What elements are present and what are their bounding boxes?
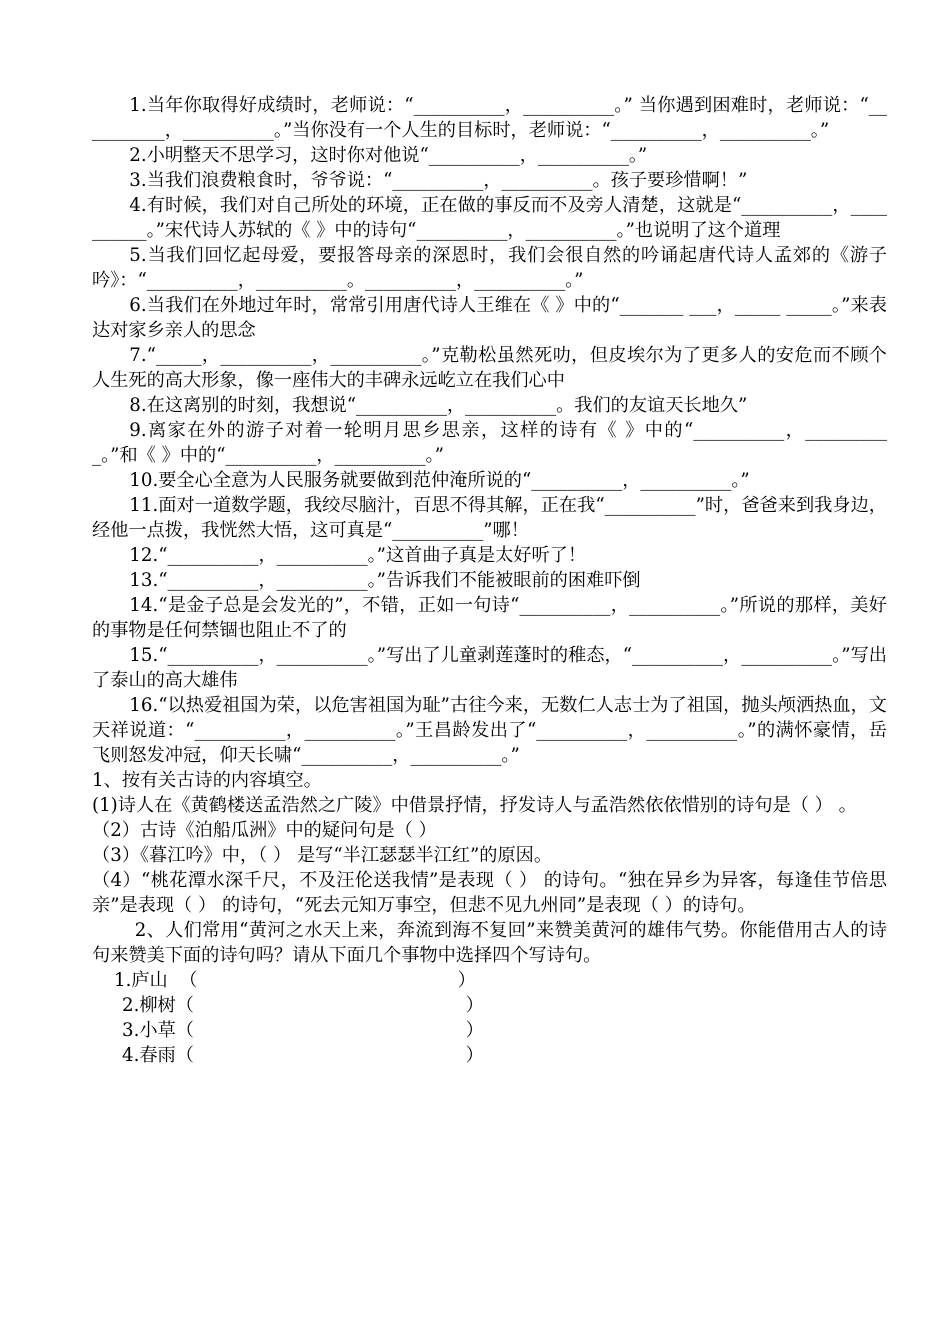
question-3: 3.当我们浪费粮食时，爷爷说：“__________，__________。孩子要珍惜啊！” bbox=[129, 170, 748, 191]
section-2-line-4: 4.春雨（ ） bbox=[122, 1045, 484, 1066]
question-2: 2.小明整天不思学习，这时你对他说“__________，__________。” bbox=[129, 145, 648, 166]
section-1-q4: （4）“桃花潭水深千尺，不及汪伦送我情”是表现（ ） 的诗句。“独在异乡为异客，每逢佳节倍思亲”是表现（ ） 的诗句，“死去元知万事空，但悲不见九州同”是表现（ ）的诗句。 bbox=[92, 870, 887, 916]
question-9: 9.离家在外的游子对着一轮明月思乡思亲，这样的诗有《 》中的“__________，__________。”和《 》中的“__________，__________。” bbox=[92, 420, 887, 466]
worksheet bbox=[92, 93, 887, 1068]
question-11: 11.面对一道数学题，我绞尽脑汁，百思不得其解，正在我“__________”时，爸爸来到我身边，经他一点拨，我恍然大悟，这可真是“__________”哪！ bbox=[92, 495, 887, 541]
section-1-q2: （2）古诗《泊船瓜洲》中的疑问句是（ ） bbox=[92, 820, 437, 841]
question-6: 6.当我们在外地过年时，常常引用唐代诗人王维在《 》中的“_______ ___，_____ _____。”来表达对家乡亲人的思念 bbox=[92, 295, 887, 341]
question-7: 7.“_____，__________，__________。”克勒松虽然死叻，但皮埃尔为了更多人的安危而不顾个人生死的高大形象，像一座伟大的丰碑永远屹立在我们心中 bbox=[92, 345, 887, 391]
section-2-line-3: 3.小草（ ） bbox=[122, 1020, 484, 1041]
section-2-line-1: 1.庐山 （ ） bbox=[114, 970, 476, 991]
question-1: 1.当年你取得好成绩时，老师说：“__________，__________。” 当你遇到困难时，老师说：“__________，__________。”当你没有一个人生的目标时，老师说：“__________，__________。” bbox=[92, 95, 887, 141]
section-1-q1: (1)诗人在《黄鹤楼送孟浩然之广陵》中借景抒情，抒发诗人与孟浩然依依惜别的诗句是（ ） 。 bbox=[92, 795, 857, 816]
question-14: 14.“是金子总是会发光的”，不错，正如一句诗“__________，__________。”所说的那样，美好的事物是任何禁锢也阻止不了的 bbox=[92, 595, 887, 641]
section-2-intro: 2、人们常用“黄河之水天上来，奔流到海不复回”来赞美黄河的雄伟气势。你能借用古人的诗句来赞美下面的诗句吗？请从下面几个事物中选择四个写诗句。 bbox=[92, 920, 887, 966]
question-5: 5.当我们回忆起母爱，要报答母亲的深恩时，我们会很自然的吟诵起唐代诗人孟郊的《游子吟》：“__________，__________。__________，__________。” bbox=[92, 245, 887, 291]
question-13: 13.“__________，__________。”告诉我们不能被眼前的困难吓倒 bbox=[129, 570, 641, 591]
question-12: 12.“__________，__________。”这首曲子真是太好听了！ bbox=[129, 545, 587, 566]
section-2-line-2: 2.柳树（ ） bbox=[122, 995, 484, 1016]
question-4: 4.有时候，我们对自己所处的环境，正在做的事反而不及旁人清楚，这就是“__________，__________。”宋代诗人苏轼的《 》中的诗句“__________，__________。”也说明了这个道理 bbox=[92, 195, 887, 241]
question-10: 10.要全心全意为人民服务就要做到范仲淹所说的“__________，__________。” bbox=[129, 470, 750, 491]
question-16: 16.“以热爱祖国为荣，以危害祖国为耻”古往今来，无数仁人志士为了祖国，抛头颅洒热血，文天祥说道：“__________，__________。”王昌龄发出了“__________，__________。”的满怀豪情，岳飞则怒发冲冠，仰天长啸“__________，__________。” bbox=[92, 695, 887, 766]
question-8: 8.在这离别的时刻，我想说“__________，__________。我们的友谊天长地久” bbox=[129, 395, 748, 416]
question-15: 15.“__________，__________。”写出了儿童剥莲蓬时的稚态，“__________，__________。”写出了泰山的高大雄伟 bbox=[92, 645, 887, 691]
section-1-heading: 1、按有关古诗的内容填空。 bbox=[92, 770, 322, 791]
section-1-q3: （3）《暮江吟》中，（ ） 是写“半江瑟瑟半江红”的原因。 bbox=[92, 845, 553, 866]
